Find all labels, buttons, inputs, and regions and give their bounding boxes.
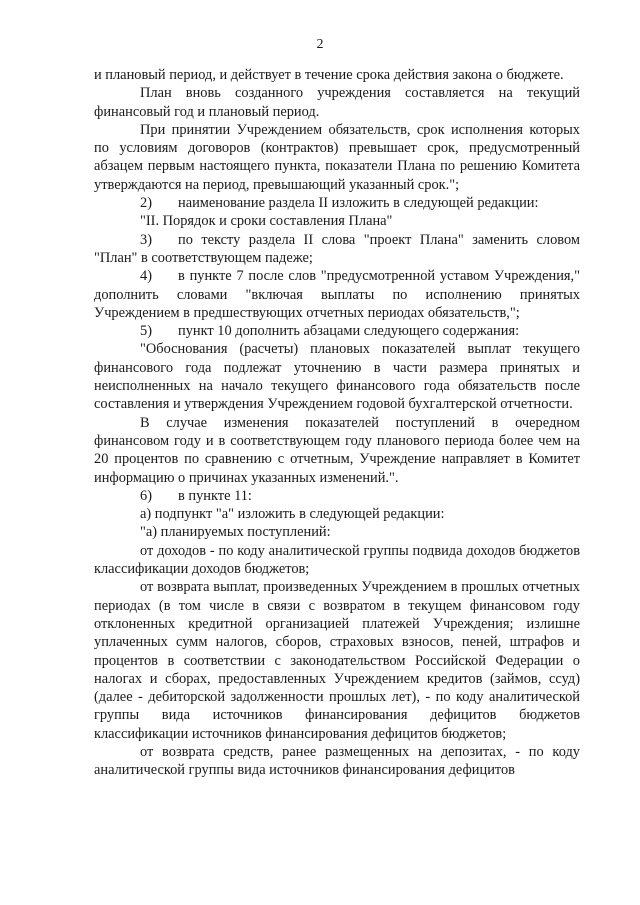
paragraph-text: При принятии Учреждением обязательств, срок исполнения которых по условиям договоров (контрактов) превышает срок, предусмотренный абзацем первым настоящего пункта, показатели Плана по решению Комитета утверждаются на период, превышающий указанный срок."; [94,121,580,193]
list-number: 3) [140,231,152,248]
paragraph-text: наименование раздела II изложить в следующей редакции: [178,195,539,212]
paragraph-text: В случае изменения показателей поступлений в очередном финансовом году и в соответствующем году планового периода более чем на 20 процентов по сравнению с отчетным, Учреждение направляет в Комитет информацию о причинах указанных изменений.". [94,414,580,486]
paragraph [94,212,580,230]
paragraph [94,322,580,340]
paragraph [94,542,580,579]
paragraph-text: а) подпункт "а" изложить в следующей редакции: [140,506,445,523]
paragraph [94,121,580,194]
paragraph-text: от возврата средств, ранее размещенных на депозитах, - по коду аналитической группы вида источников финансирования дефицитов [94,743,580,779]
paragraph-text: в пункте 11: [178,487,252,504]
list-number: 5) [140,323,152,340]
paragraph [94,84,580,121]
list-number: 2) [140,195,152,212]
paragraph-text: и плановый период, и действует в течение срока действия закона о бюджете. [94,67,564,83]
paragraph-text: "II. Порядок и сроки составления Плана" [140,213,393,230]
paragraph-text: "а) планируемых поступлений: [140,524,331,541]
paragraph-text: по тексту раздела II слова "проект Плана" заменить словом "План" в соответствующем падеже; [94,231,580,266]
paragraph [94,523,580,541]
paragraph [94,505,580,523]
document-body [94,66,580,780]
paragraph [94,267,580,322]
paragraph [94,578,580,743]
paragraph-text: от возврата выплат, произведенных Учреждением в прошлых отчетных периодах (в том числе в связи с возвратом в текущем финансовом году отклоненных кредитной организацией платежей Учреждения; излишне уплаченных сумм налогов, сборов, страховых взносов, пеней, штрафов и процентов в соответствии с законодательством Российской Федерации о налогах и сборах, предоставленных Учреждением кредитов (займов, ссуд) (далее - дебиторской задолженности прошлых лет), - по коду аналитической группы вида источников финансирования дефицитов бюджетов классификации источников финансирования дефицитов бюджетов; [94,579,580,742]
paragraph [94,414,580,487]
page-number: 2 [316,37,324,52]
list-number: 4) [140,268,152,285]
paragraph-text: План вновь созданного учреждения составляется на текущий финансовый год и плановый период. [94,85,580,120]
paragraph [94,66,580,84]
paragraph [94,194,580,212]
paragraph-text: пункт 10 дополнить абзацами следующего содержания: [178,323,520,340]
paragraph-text: от доходов - по коду аналитической группы подвида доходов бюджетов классификации доходов бюджетов; [94,542,580,578]
list-number: 6) [140,487,152,504]
paragraph [94,340,580,413]
paragraph-text: в пункте 7 после слов "предусмотренной уставом Учреждения," дополнить словами "включая выплаты по исполнению принятых Учреждением в предшествующих отчетных периодах обязательств,"; [94,268,580,321]
paragraph [94,231,580,268]
paragraph [94,743,580,780]
paragraph [94,487,580,505]
paragraph-text: "Обоснования (расчеты) плановых показателей выплат текущего финансового года подлежат уточнению в части размера принятых и неисполненных на начало текущего финансового года обязательств после составления и утверждения Учреждением годовой бухгалтерской отчетности. [94,341,580,413]
